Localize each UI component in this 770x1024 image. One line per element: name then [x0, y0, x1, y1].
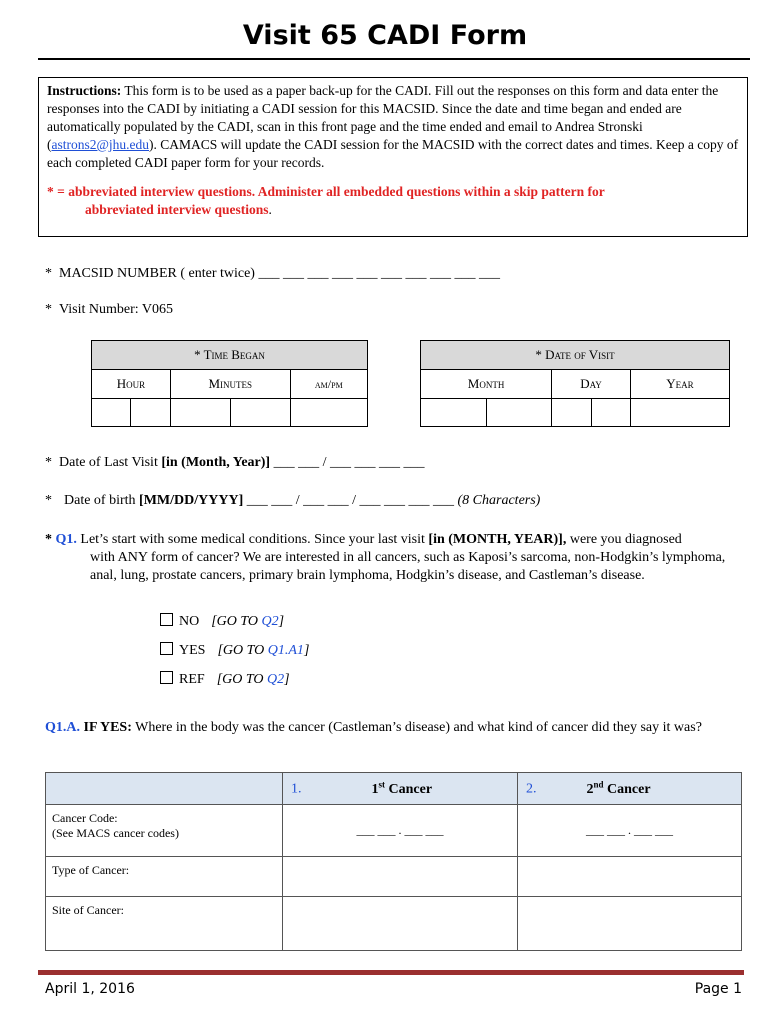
- instructions-body-end: ). CAMACS will update the CADI session for the MACSID with the correct dates and times. Keep a copy of each completed CADI paper form for your records.: [47, 137, 739, 170]
- abbrev-note: [47, 183, 739, 219]
- question-q1a: [45, 719, 745, 737]
- q1a-text: Where in the body was the cancer (Castleman’s disease) and what kind of cancer did they say it was?: [131, 720, 702, 735]
- date-of-visit-header: * Date of Visit: [421, 341, 730, 370]
- dob-label: Date of birth: [64, 493, 140, 508]
- macsid-field[interactable]: MACSID NUMBER ( enter twice) ___ ___ ___ ___ ___ ___ ___ ___ ___ ___: [59, 266, 500, 281]
- abbrev-star: *: [45, 302, 52, 317]
- instructions-text: [47, 82, 739, 172]
- page-title: Visit 65 CADI Form: [242, 20, 528, 51]
- day-digit-1[interactable]: [552, 399, 591, 427]
- ampm-header: am/pm: [290, 370, 367, 399]
- goto-instruction: [GO TO Q1.A1]: [217, 643, 310, 658]
- dob-field[interactable]: ___ ___ / ___ ___ / ___ ___ ___ ___: [243, 493, 458, 508]
- goto-instruction: [GO TO Q2]: [211, 614, 285, 629]
- abbrev-line-1: * = abbreviated interview questions. Administer all embedded questions within a skip pattern for: [47, 184, 605, 199]
- macsid-line: [45, 266, 500, 282]
- option-no[interactable]: [160, 613, 284, 630]
- goto-q2-link[interactable]: Q2: [267, 672, 285, 687]
- hour-digit-1[interactable]: [92, 399, 131, 427]
- cancer-table: [45, 772, 742, 951]
- abbrev-star: *: [45, 266, 52, 281]
- goto-instruction: [GO TO Q2]: [216, 672, 290, 687]
- second-cancer-header: 2. 2nd Cancer: [518, 773, 742, 805]
- site-of-cancer-label: Site of Cancer:: [46, 896, 283, 950]
- dob-note: (8 Characters): [457, 493, 541, 508]
- cancer-table-corner: [46, 773, 283, 805]
- hour-header: Hour: [92, 370, 171, 399]
- q1a-bold: IF YES:: [80, 720, 132, 735]
- month-digit-2[interactable]: [486, 399, 552, 427]
- footer-page-number: Page 1: [694, 981, 742, 997]
- last-visit-line: [45, 455, 424, 471]
- option-ref[interactable]: [160, 671, 290, 688]
- hour-digit-2[interactable]: [131, 399, 170, 427]
- option-no-label: NO: [179, 614, 200, 629]
- abbrev-star: *: [45, 532, 52, 547]
- option-yes[interactable]: [160, 642, 309, 659]
- ampm-cell[interactable]: [290, 399, 367, 427]
- cancer-code-2-field[interactable]: ___ ___ . ___ ___: [518, 804, 742, 856]
- question-q1: [45, 531, 745, 585]
- year-header: Year: [630, 370, 729, 399]
- last-visit-label: Date of Last Visit: [59, 455, 162, 470]
- visit-number: Visit Number: V065: [59, 302, 174, 317]
- first-cancer-header: 1. 1st Cancer: [283, 773, 518, 805]
- q1-label: Q1.: [55, 532, 77, 547]
- abbrev-line-2: abbreviated interview questions.: [85, 202, 272, 217]
- instructions-box: [38, 77, 748, 237]
- time-began-table: [91, 340, 368, 427]
- dob-line: [45, 493, 540, 509]
- year-cell[interactable]: [630, 399, 729, 427]
- minute-digit-2[interactable]: [230, 399, 290, 427]
- dob-format: [MM/DD/YYYY]: [139, 493, 244, 508]
- email-link[interactable]: astrons2@jhu.edu: [51, 137, 150, 152]
- checkbox-no[interactable]: [160, 613, 173, 626]
- cancer-code-1-field[interactable]: ___ ___ . ___ ___: [283, 804, 518, 856]
- q1-text-2: were you diagnosed: [566, 532, 682, 547]
- time-began-header: * Time Began: [92, 341, 368, 370]
- minutes-header: Minutes: [170, 370, 290, 399]
- abbrev-star: *: [45, 455, 52, 470]
- cancer-code-label: Cancer Code: (See MACS cancer codes): [46, 804, 283, 856]
- q1-text: Let’s start with some medical conditions. Since your last visit: [76, 532, 429, 547]
- q1a-label: Q1.A.: [45, 720, 80, 735]
- date-of-visit-table: [420, 340, 730, 427]
- month-digit-1[interactable]: [421, 399, 487, 427]
- site-of-cancer-2-field[interactable]: [518, 896, 742, 950]
- visit-number-line: [45, 302, 173, 318]
- minute-digit-1[interactable]: [170, 399, 230, 427]
- option-ref-label: REF: [179, 672, 205, 687]
- goto-q1a1-link[interactable]: Q1.A1: [267, 643, 304, 658]
- type-of-cancer-label: Type of Cancer:: [46, 856, 283, 896]
- q1-bold: [in (MONTH, YEAR)],: [428, 532, 567, 547]
- last-visit-format: [in (Month, Year)]: [161, 455, 271, 470]
- instructions-body: This form is to be used as a paper back-up for the CADI. Fill out the responses on this form and data enter the responses into the CADI by initiating a CADI session for this MACSID. Since the date and time began and ended are automatically populated by the CADI, scan in this front page and the time ended and email to Andrea Stronski (: [47, 83, 719, 152]
- footer-rule: [38, 970, 744, 975]
- day-header: Day: [552, 370, 631, 399]
- day-digit-2[interactable]: [591, 399, 630, 427]
- footer-date: April 1, 2016: [45, 981, 135, 997]
- option-yes-label: YES: [179, 643, 206, 658]
- goto-q2-link[interactable]: Q2: [261, 614, 279, 629]
- last-visit-field[interactable]: ___ ___ / ___ ___ ___ ___: [270, 455, 425, 470]
- q1-continuation: with ANY form of cancer? We are interested in all cancers, such as Kaposi’s sarcoma, non-Hodgkin’s lymphoma, anal, lung, prostate cancers, primary brain lymphoma, Hodgkin’s disease, and Castleman’s disease.: [90, 550, 726, 583]
- site-of-cancer-1-field[interactable]: [283, 896, 518, 950]
- title-rule: [38, 58, 750, 60]
- checkbox-ref[interactable]: [160, 671, 173, 684]
- q1-first-line: [45, 531, 745, 549]
- type-of-cancer-2-field[interactable]: [518, 856, 742, 896]
- abbrev-star: *: [45, 493, 52, 508]
- checkbox-yes[interactable]: [160, 642, 173, 655]
- instructions-label: Instructions:: [47, 83, 122, 98]
- month-header: Month: [421, 370, 552, 399]
- type-of-cancer-1-field[interactable]: [283, 856, 518, 896]
